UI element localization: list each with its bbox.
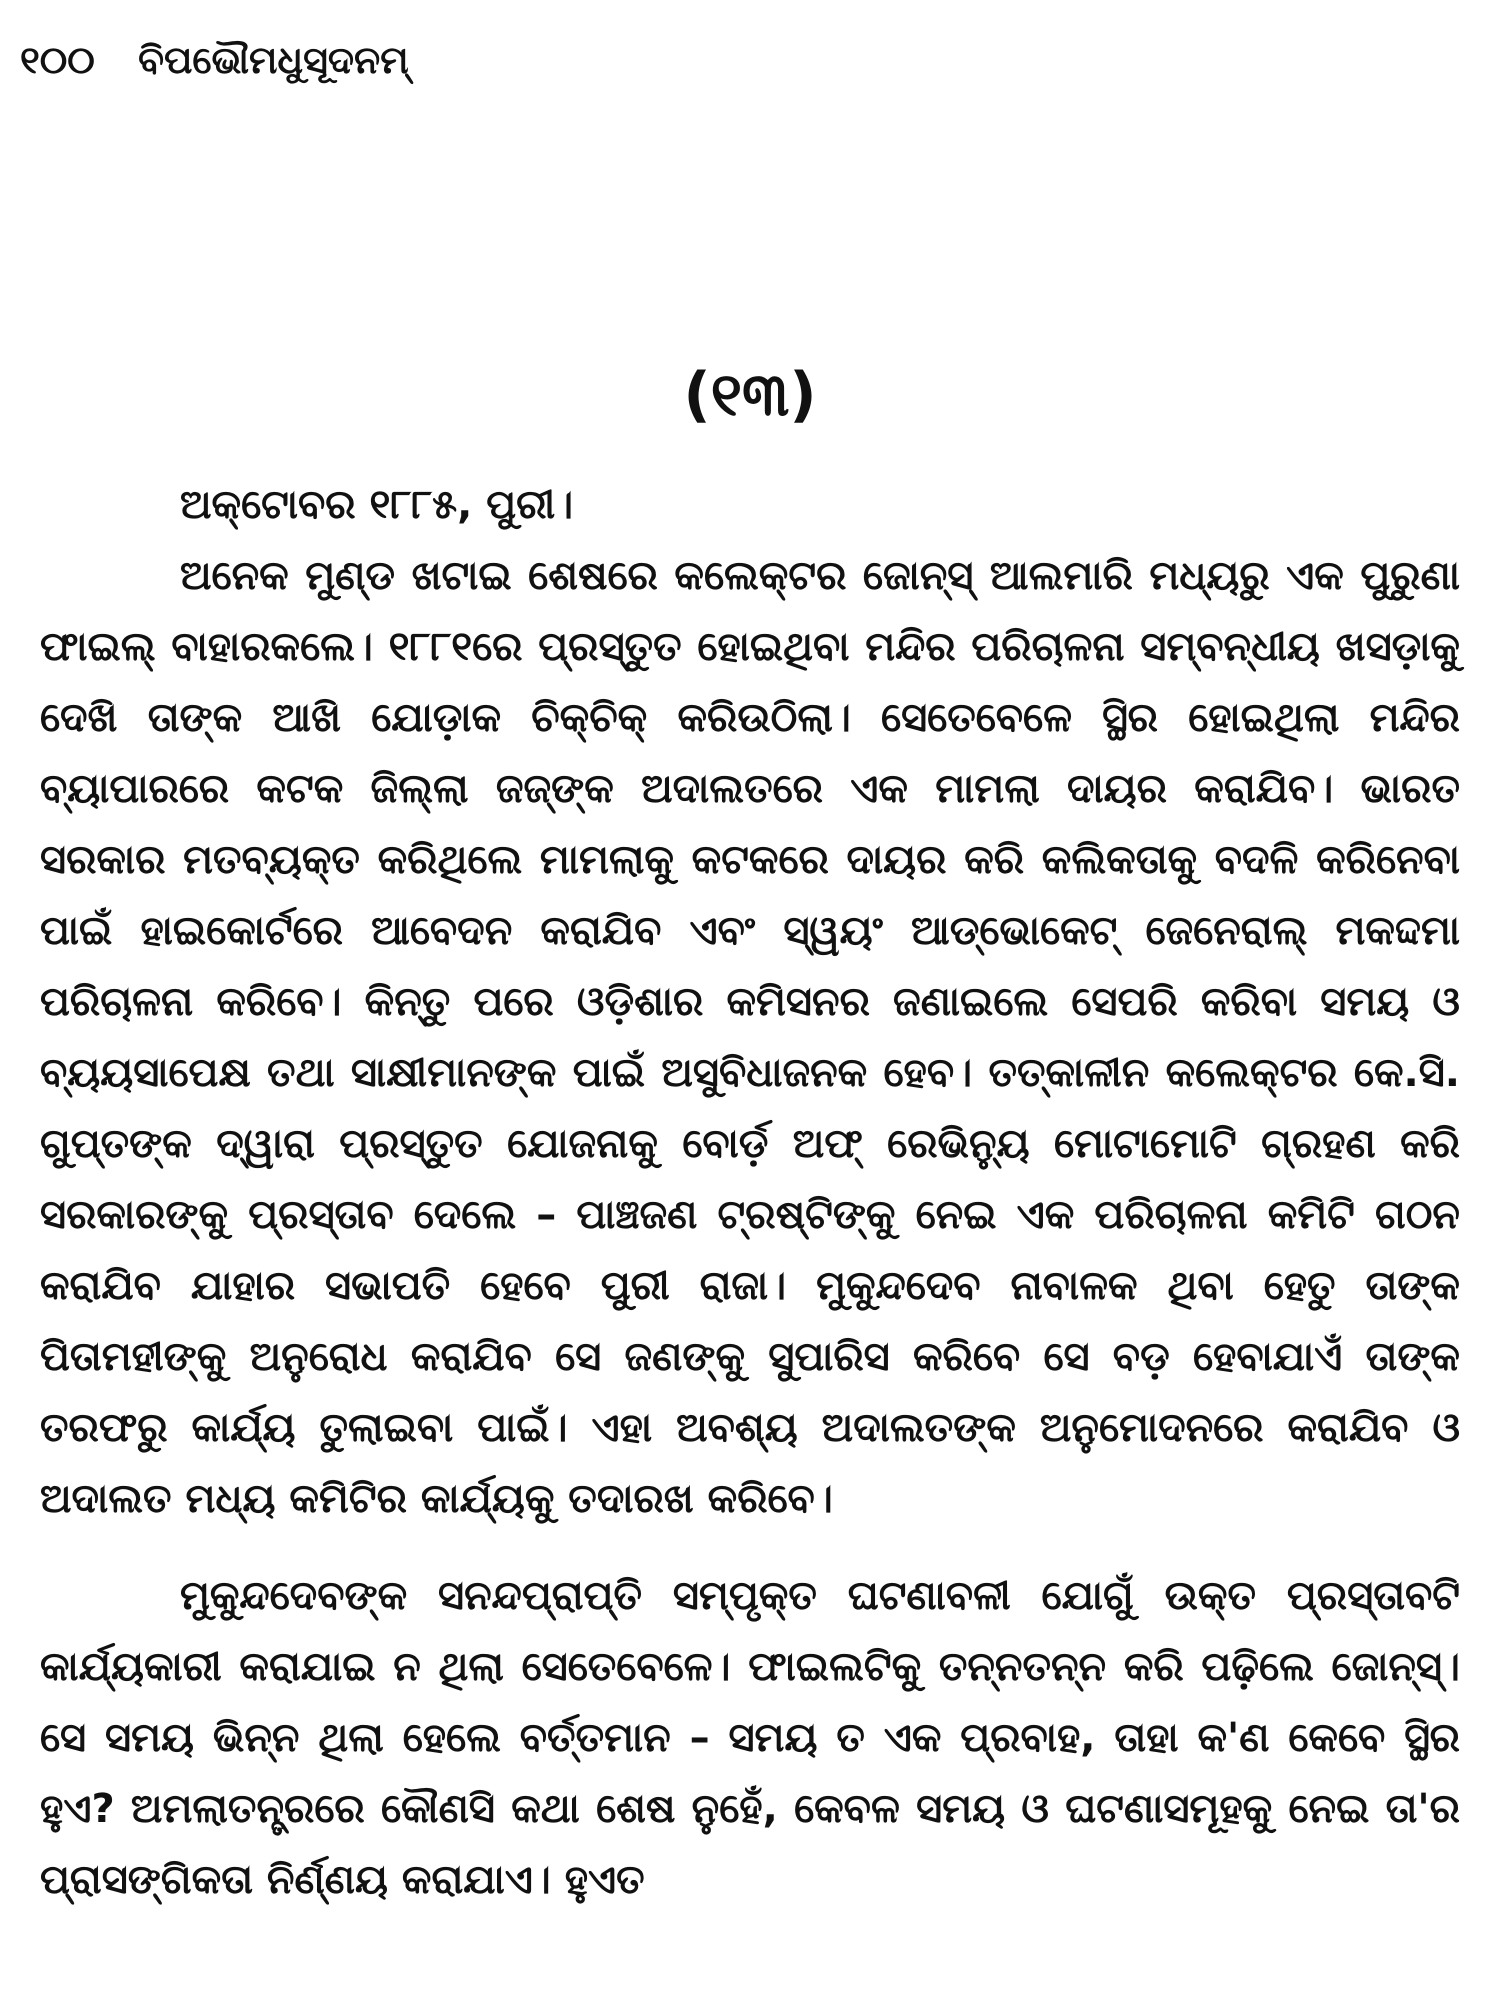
running-head [20,38,409,83]
paragraph-2: ମୁକୁନ୍ଦଦେବଙ୍କ ସନନ୍ଦପ୍ରାପ୍ତି ସମ୍ପୃକ୍ତ ଘଟଣାବଳୀ ଯୋଗୁଁ ଉକ୍ତ ପ୍ରସ୍ତାବଟି କାର୍ଯ୍ୟକାରୀ କରାଯାଇ ନ ଥିଲା ସେତେବେଳେ। ଫାଇଲଟିକୁ ତନ୍ନତନ୍ନ କରି ପଢ଼ିଲେ ଜୋନ୍‌ସ୍। ସେ ସମୟ ଭିନ୍ନ ଥିଲା ହେଲେ ବର୍ତ୍ତମାନ – ସମୟ ତ ଏକ ପ୍ରବାହ, ତାହା କ'ଣ କେବେ ସ୍ଥିର ହୁଏ? ଅମଲାତନ୍ତ୍ରରେ କୌଣସି କଥା ଶେଷ ନୁହେଁ, କେବଳ ସମୟ ଓ ଘଟଣାସମୂହକୁ ନେଇ ତା'ର ପ୍ରାସଙ୍ଗିକତା ନିର୍ଣ୍ଣୟ କରାଯାଏ। ହୁଏତ [40,1573,1460,1903]
paragraph-1: ଅନେକ ମୁଣ୍ଡ ଖଟାଇ ଶେଷରେ କଲେକ୍ଟର ଜୋନ୍‌ସ୍ ଆଲମାରି ମଧ୍ୟରୁ ଏକ ପୁରୁଣା ଫାଇଲ୍ ବାହାରକଲେ। ୧୮୮୧ରେ ପ୍ରସ୍ତୁତ ହୋଇଥିବା ମନ୍ଦିର ପରିଚାଳନା ସମ୍ବନ୍ଧୀୟ ଖସଡ଼ାକୁ ଦେଖି ତାଙ୍କ ଆଖି ଯୋଡ଼ାକ ଚିକ୍‌ଚିକ୍ କରିଉଠିଲା। ସେତେବେଳେ ସ୍ଥିର ହୋଇଥିଲା ମନ୍ଦିର ବ୍ୟାପାରରେ କଟକ ଜିଲ୍ଲା ଜଜ୍‌ଙ୍କ ଅଦାଲତରେ ଏକ ମାମଲା ଦାୟର କରାଯିବ। ଭାରତ ସରକାର ମତବ୍ୟକ୍ତ କରିଥିଲେ ମାମଲାକୁ କଟକରେ ଦାୟର କରି କଲିକତାକୁ ବଦଳି କରିନେବା ପାଇଁ ହାଇକୋର୍ଟରେ ଆବେଦନ କରାଯିବ ଏବଂ ସ୍ୱୟଂ ଆଡ୍‌ଭୋକେଟ୍ ଜେନେରାଲ୍ ମକଦ୍ଦମା ପରିଚାଳନା କରିବେ। କିନ୍ତୁ ପରେ ଓଡ଼ିଶାର କମିସନର ଜଣାଇଲେ ସେପରି କରିବା ସମୟ ଓ ବ୍ୟୟସାପେକ୍ଷ ତଥା ସାକ୍ଷୀମାନଙ୍କ ପାଇଁ ଅସୁବିଧାଜନକ ହେବ। ତତ୍କାଳୀନ କଲେକ୍ଟର କେ.ସି. ଗୁପ୍ତଙ୍କ ଦ୍ୱାରା ପ୍ରସ୍ତୁତ ଯୋଜନାକୁ ବୋର୍ଡ଼ ଅଫ୍ ରେଭିନ୍ୟୁ ମୋଟାମୋଟି ଗ୍ରହଣ କରି ସରକାରଙ୍କୁ ପ୍ରସ୍ତାବ ଦେଲେ – ପାଞ୍ଚଜଣ ଟ୍ରଷ୍ଟିଙ୍କୁ ନେଇ ଏକ ପରିଚାଳନା କମିଟି ଗଠନ କରାଯିବ ଯାହାର ସଭାପତି ହେବେ ପୁରୀ ରାଜା। ମୁକୁନ୍ଦଦେବ ନାବାଳକ ଥିବା ହେତୁ ତାଙ୍କ ପିତାମହୀଙ୍କୁ ଅନୁରୋଧ କରାଯିବ ସେ ଜଣଙ୍କୁ ସୁପାରିସ କରିବେ ସେ ବଡ଼ ହେବାଯାଏଁ ତାଙ୍କ ତରଫରୁ କାର୍ଯ୍ୟ ତୁଲାଇବା ପାଇଁ। ଏହା ଅବଶ୍ୟ ଅଦାଲତଙ୍କ ଅନୁମୋଦନରେ କରାଯିବ ଓ ଅଦାଲତ ମଧ୍ୟ କମିଟିର କାର୍ଯ୍ୟକୁ ତଦାରଖ କରିବେ। [40,553,1460,1522]
page-number: ୧୦୦ [20,38,95,82]
dateline: ଅକ୍ଟୋବର ୧୮୮୫, ପୁରୀ। [180,482,574,528]
body-text [40,470,1460,1916]
chapter-number: (୧୩) [683,360,817,430]
book-title: ବିପଭୌମଧୁସୂଦନମ୍ [138,38,409,82]
